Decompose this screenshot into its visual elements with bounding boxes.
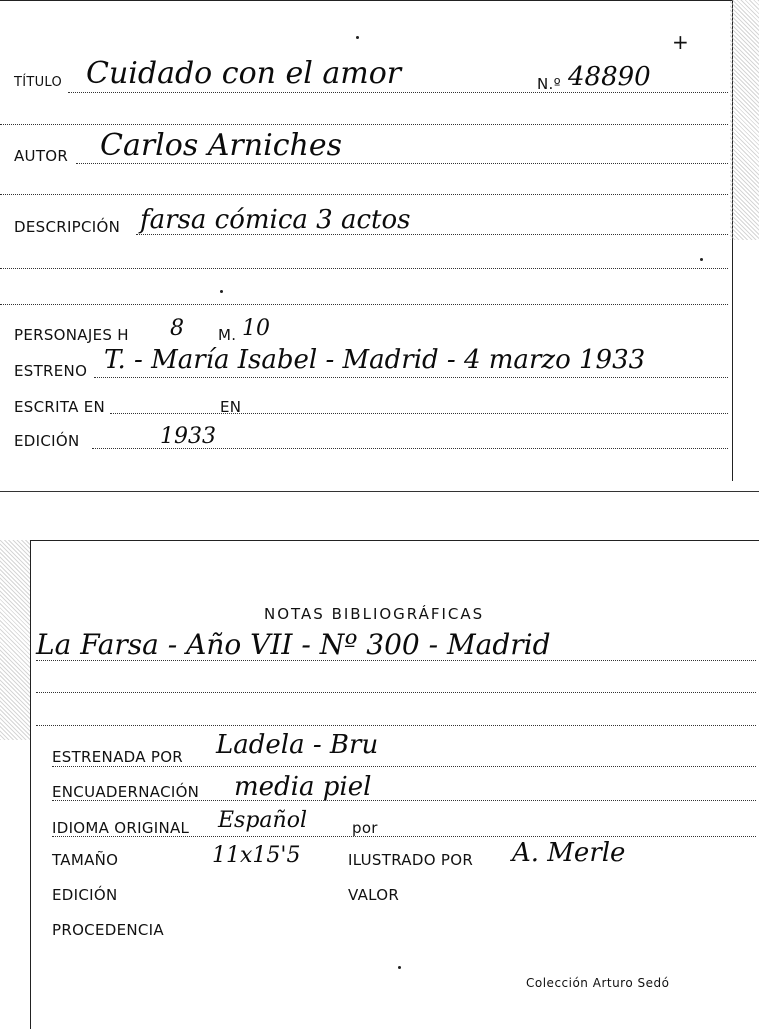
idioma-value: Español bbox=[218, 808, 307, 833]
estreno-label: ESTRENO bbox=[14, 362, 88, 380]
escrita-line bbox=[110, 413, 728, 414]
titulo-value: Cuidado con el amor bbox=[86, 56, 402, 91]
scan-noise-edge bbox=[0, 540, 30, 740]
idioma-label: IDIOMA ORIGINAL bbox=[52, 819, 190, 837]
personajes-m-label: M. bbox=[218, 326, 237, 344]
autor-line bbox=[76, 163, 728, 164]
personajes-h-value: 8 bbox=[170, 316, 184, 341]
titulo-label: TÍTULO bbox=[14, 75, 63, 90]
coleccion-footer: Colección Arturo Sedó bbox=[526, 976, 670, 990]
autor-label: AUTOR bbox=[14, 147, 69, 165]
edicion2-label: EDICIÓN bbox=[52, 886, 118, 904]
descripcion-label: DESCRIPCIÓN bbox=[14, 218, 121, 236]
ilustrado-value: A. Merle bbox=[512, 838, 626, 868]
estrenada-value: Ladela - Bru bbox=[216, 730, 379, 760]
encuadernacion-value: media piel bbox=[234, 772, 372, 802]
notas-heading: NOTAS BIBLIOGRÁFICAS bbox=[264, 605, 485, 623]
cross-mark: + bbox=[672, 30, 689, 54]
descripcion-value: farsa cómica 3 actos bbox=[140, 205, 411, 235]
estrenada-line bbox=[52, 766, 756, 767]
ruled-line bbox=[0, 268, 728, 269]
scan-speck bbox=[356, 36, 359, 39]
en-label: EN bbox=[220, 398, 242, 416]
autor-value: Carlos Arniches bbox=[100, 128, 342, 163]
tamano-label: TAMAÑO bbox=[52, 851, 119, 869]
ruled-line bbox=[36, 692, 756, 693]
procedencia-label: PROCEDENCIA bbox=[52, 921, 164, 939]
idioma-line bbox=[52, 836, 756, 837]
titulo-line bbox=[68, 92, 728, 93]
ruled-line bbox=[36, 660, 756, 661]
valor-label: VALOR bbox=[348, 886, 400, 904]
estreno-value: T. - María Isabel - Madrid - 4 marzo 1933 bbox=[104, 345, 646, 375]
por-label: por bbox=[352, 819, 378, 837]
scan-speck bbox=[220, 290, 223, 293]
estreno-line bbox=[94, 377, 728, 378]
encuadernacion-label: ENCUADERNACIÓN bbox=[52, 783, 200, 801]
scan-speck bbox=[398, 966, 401, 969]
tamano-value: 11x15'5 bbox=[212, 843, 301, 868]
ruled-line bbox=[36, 725, 756, 726]
personajes-m-value: 10 bbox=[242, 316, 270, 341]
edicion-label: EDICIÓN bbox=[14, 432, 80, 450]
ruled-line bbox=[0, 304, 728, 305]
ruled-line bbox=[0, 124, 728, 125]
escrita-label: ESCRITA EN bbox=[14, 398, 106, 416]
notas-value: La Farsa - Año VII - Nº 300 - Madrid bbox=[36, 628, 551, 661]
personajes-label: PERSONAJES H bbox=[14, 326, 129, 344]
ilustrado-label: ILUSTRADO POR bbox=[348, 851, 474, 869]
edicion-value: 1933 bbox=[160, 424, 216, 449]
numero-label: N.º bbox=[537, 75, 561, 93]
ruled-line bbox=[0, 194, 728, 195]
numero-value: 48890 bbox=[568, 62, 651, 92]
scan-noise-edge bbox=[730, 0, 759, 240]
card-separator bbox=[0, 491, 759, 492]
encuadernacion-line bbox=[52, 800, 756, 801]
estrenada-label: ESTRENADA POR bbox=[52, 748, 184, 766]
scan-speck bbox=[700, 258, 703, 261]
